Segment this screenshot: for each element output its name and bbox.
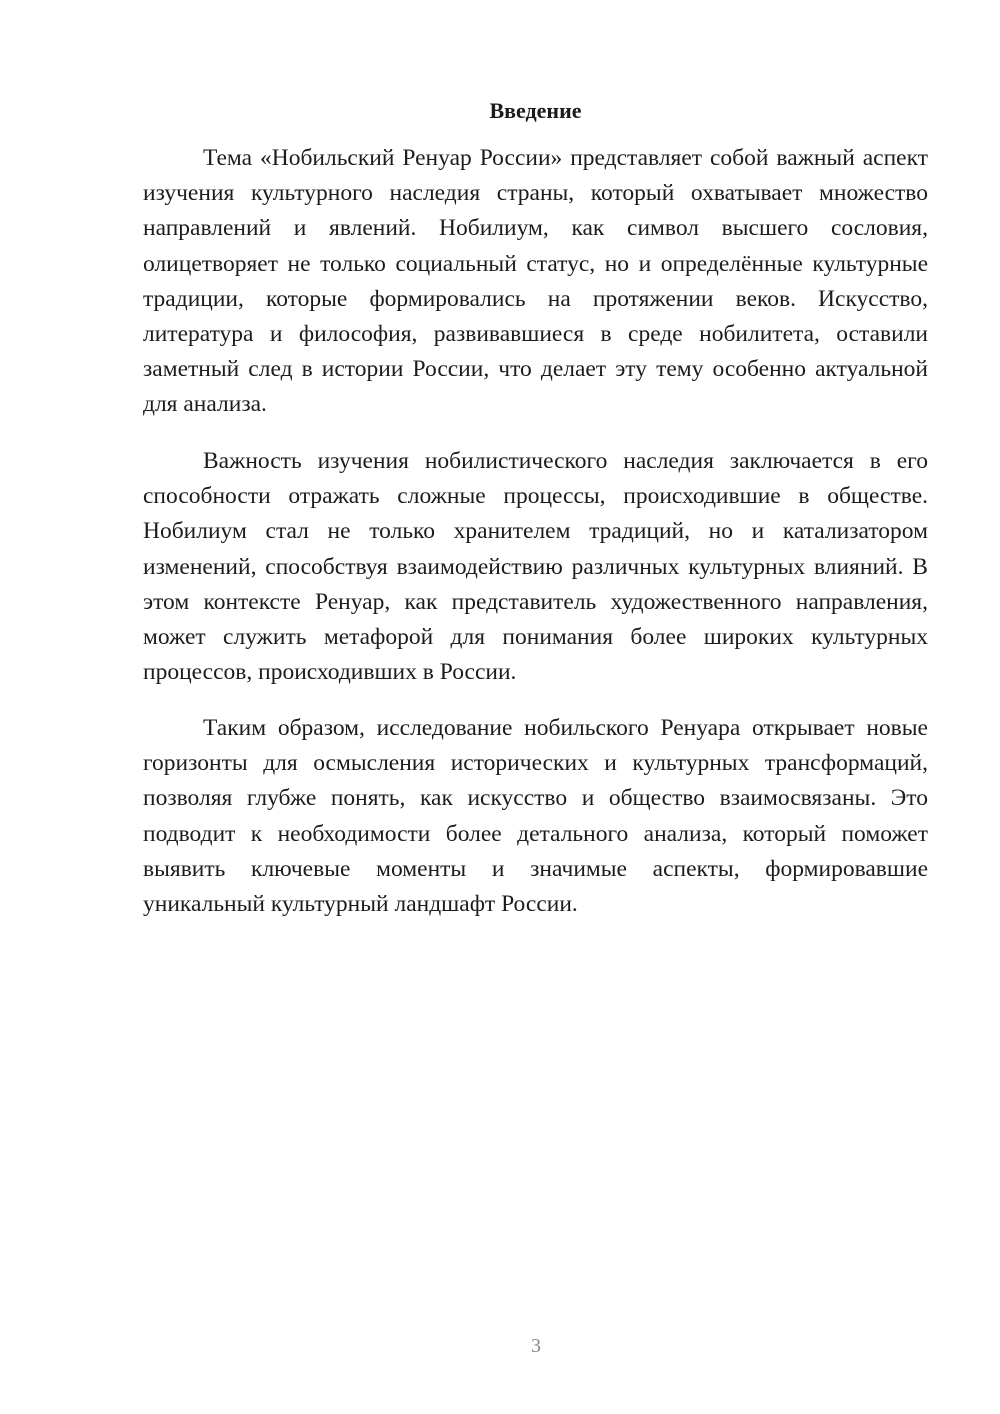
section-heading: Введение [489,98,582,123]
paragraph-2: Важность изучения нобилистического наследия заключается в его способности отражать сложные процессы, происходившие в обществе. Нобилиум стал не только хранителем традиций, но и катализатором изменений, способствуя взаимодействию различных культурных влияний. В этом контексте Ренуар, как представитель художественного направления, может служить метафорой для понимания более широких культурных процессов, происходивших в России. [143,448,928,686]
paragraph-1: Тема «Нобильский Ренуар России» представляет собой важный аспект изучения культурного наследия страны, который охватывает множество направлений и явлений. Нобилиум, как символ высшего сословия, олицетворяет не только социальный статус, но и определённые культурные традиции, которые формировались на протяжении веков. Искусство, литература и философия, развивавшиеся в среде нобилитета, оставили заметный след в истории России, что делает эту тему особенно актуальной для анализа. [143,145,928,418]
paragraph-3: Таким образом, исследование нобильского Ренуара открывает новые горизонты для осмысления исторических и культурных трансформаций, позволяя глубже понять, как искусство и общество взаимосвязаны. Это подводит к необходимости более детального анализа, который поможет выявить ключевые моменты и значимые аспекты, формировавшие уникальный культурный ландшафт России. [143,715,928,918]
page-number: 3 [531,1335,541,1357]
